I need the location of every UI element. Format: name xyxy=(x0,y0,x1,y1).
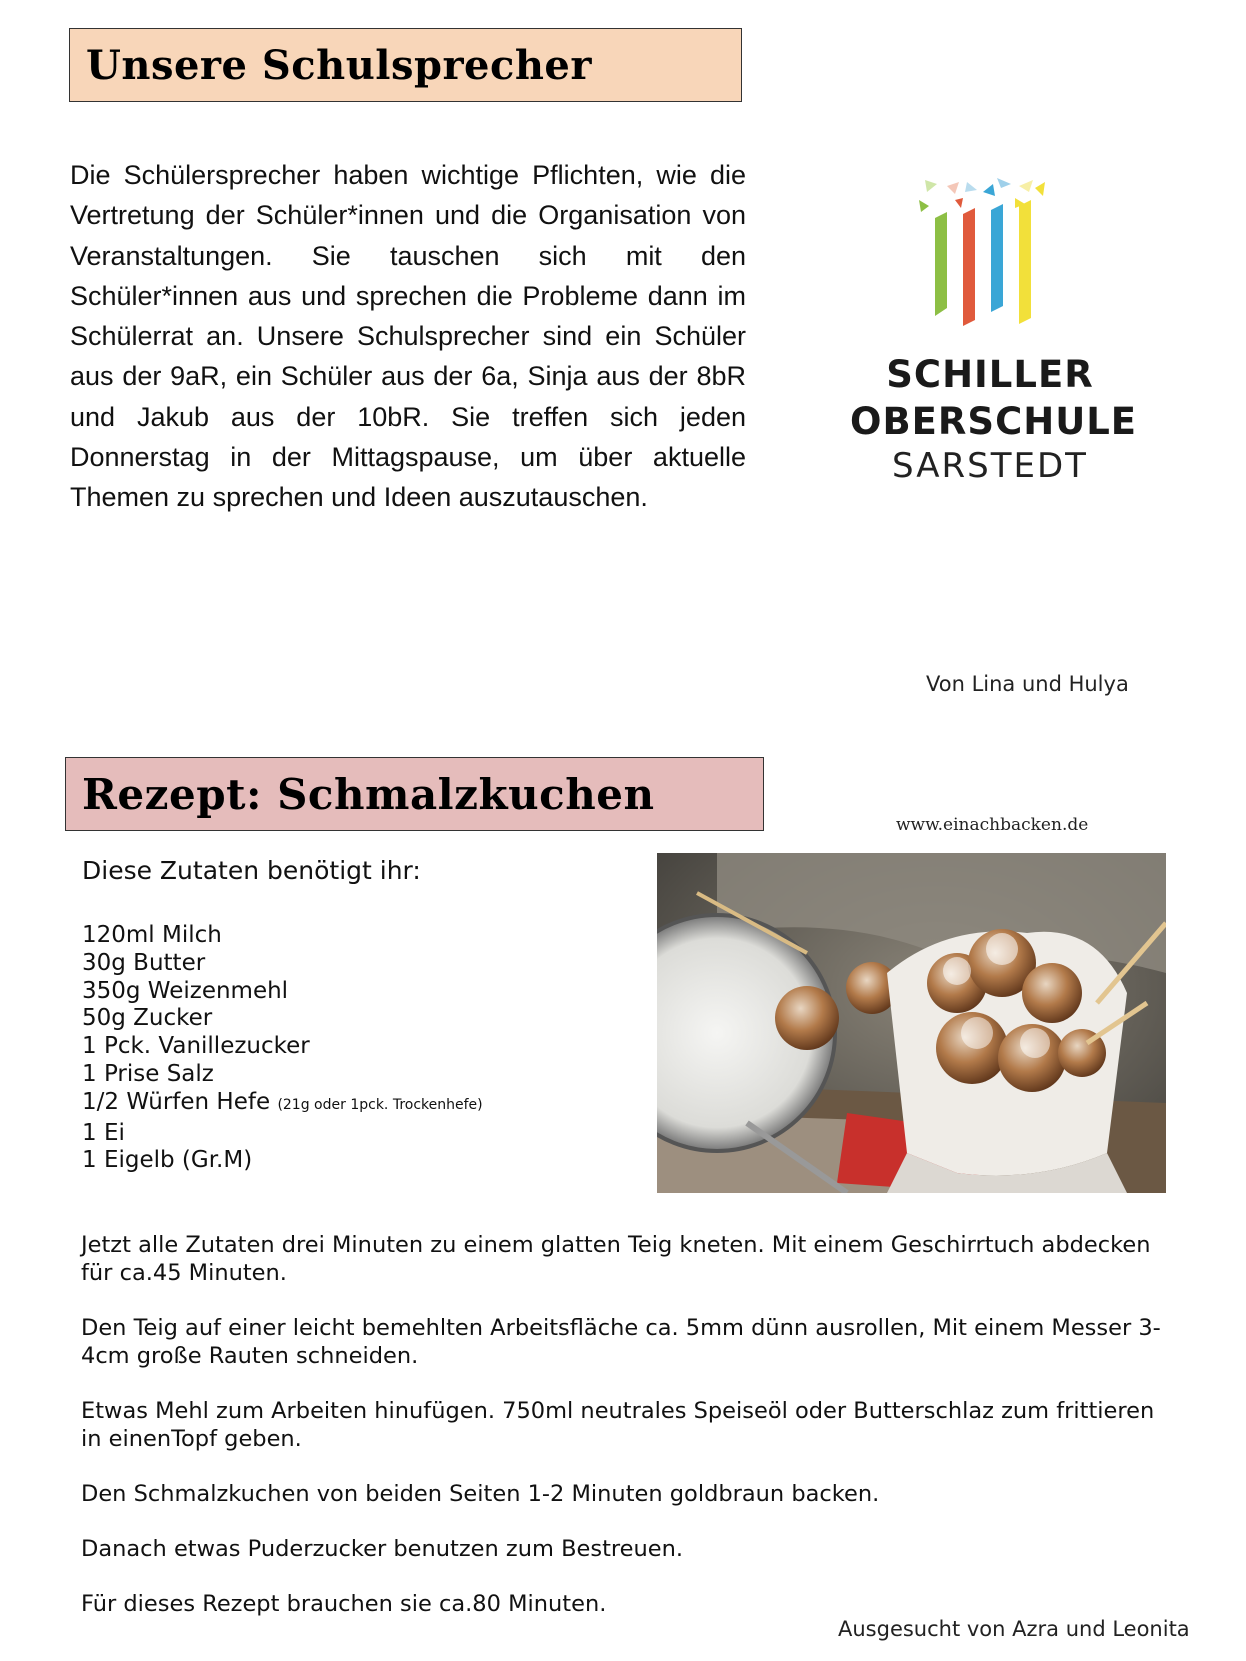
ingredient-item xyxy=(82,1033,483,1061)
intro-paragraph: Die Schülersprecher haben wichtige Pflichten, wie die Vertretung der Schüler*innen und die Organisation von Veranstaltungen. Sie tauschen sich mit den Schüler*innen aus und sprechen die Probleme dann im Schülerrat an. Unsere Schulsprecher sind ein Schüler aus der 9aR, ein Schüler aus der 6a, Sinja aus der 8bR und Jakub aus der 10bR. Sie treffen sich jeden Donnerstag in der Mittagspause, um über aktuelle Themen zu sprechen und Ideen auszutauschen. xyxy=(70,160,746,513)
ingredient-text: 30g Butter xyxy=(82,949,206,976)
logo-confetti xyxy=(1019,180,1033,192)
recipe-step: Danach etwas Puderzucker benutzen zum Bestreuen. xyxy=(81,1536,684,1562)
logo-stripe-blue xyxy=(991,204,1003,312)
logo-confetti xyxy=(925,180,937,192)
author-credit-rezept: Ausgesucht von Azra und Leonita xyxy=(838,1617,1190,1641)
ingredient-item xyxy=(82,1005,483,1033)
ingredient-text: 350g Weizenmehl xyxy=(82,977,289,1004)
logo-confetti xyxy=(947,182,959,194)
logo-text-line2: OBERSCHULE xyxy=(850,400,1138,443)
section-title-schulsprecher xyxy=(69,28,742,102)
ingredient-item xyxy=(82,1089,483,1120)
logo-confetti xyxy=(983,184,995,196)
school-logo xyxy=(850,178,1138,488)
recipe-step: Jetzt alle Zutaten drei Minuten zu einem glatten Teig kneten. Mit einem Geschirrtuch abdecken für ca.45 Minuten. xyxy=(81,1232,1151,1286)
logo-stripe-green xyxy=(935,212,947,316)
logo-text-line3: SARSTEDT xyxy=(892,446,1088,486)
ingredient-text: 1 Eigelb (Gr.M) xyxy=(82,1147,253,1174)
recipe-step: Den Schmalzkuchen von beiden Seiten 1-2 Minuten goldbraun backen. xyxy=(81,1481,880,1507)
ingredient-item xyxy=(82,1147,483,1175)
ingredient-item xyxy=(82,922,483,950)
logo-confetti xyxy=(955,198,963,208)
logo-confetti xyxy=(919,200,929,212)
ingredient-item xyxy=(82,978,483,1006)
ingredient-text: 50g Zucker xyxy=(82,1005,213,1032)
schmalzkuchen-photo-illustration xyxy=(657,853,1166,1193)
logo-confetti xyxy=(1035,182,1045,196)
logo-graphic xyxy=(915,178,1065,338)
section-title-rezept xyxy=(65,757,764,831)
section-title-text: Unsere Schulsprecher xyxy=(86,41,592,89)
logo-stripe-yellow xyxy=(1019,200,1031,324)
section-title-text: Rezept: Schmalzkuchen xyxy=(82,769,655,819)
recipe-photo xyxy=(657,853,1166,1193)
recipe-step: Den Teig auf einer leicht bemehlten Arbeitsfläche ca. 5mm dünn ausrollen, Mit einem Messer 3-4cm große Rauten schneiden. xyxy=(81,1315,1161,1369)
author-credit-schulsprecher: Von Lina und Hulya xyxy=(926,672,1129,696)
logo-confetti xyxy=(997,178,1011,188)
ingredient-text: 120ml Milch xyxy=(82,922,222,948)
ingredient-item xyxy=(82,1061,483,1089)
recipe-step: Für dieses Rezept brauchen sie ca.80 Minuten. xyxy=(81,1591,607,1617)
logo-text-line1: SCHILLER xyxy=(886,353,1094,396)
ingredients-list xyxy=(82,922,483,1175)
ingredient-text: 1 Prise Salz xyxy=(82,1060,214,1087)
ingredient-text: 1 Pck. Vanillezucker xyxy=(82,1033,310,1060)
recipe-step: Etwas Mehl zum Arbeiten hinufügen. 750ml neutrales Speiseöl oder Butterschlaz zum frittieren in einenTopf geben. xyxy=(81,1398,1155,1452)
ingredient-item xyxy=(82,1120,483,1148)
recipe-steps xyxy=(81,1231,1161,1645)
recipe-source: www.einachbacken.de xyxy=(896,815,1089,835)
ingredient-text: 1 Ei xyxy=(82,1119,125,1146)
logo-confetti xyxy=(965,182,977,192)
ingredients-heading: Diese Zutaten benötigt ihr: xyxy=(82,856,421,885)
ingredient-item xyxy=(82,950,483,978)
ingredient-note: (21g oder 1pck. Trockenhefe) xyxy=(277,1096,483,1113)
ingredient-text: 1/2 Würfen Hefe xyxy=(82,1088,271,1115)
logo-stripe-red xyxy=(963,208,975,326)
